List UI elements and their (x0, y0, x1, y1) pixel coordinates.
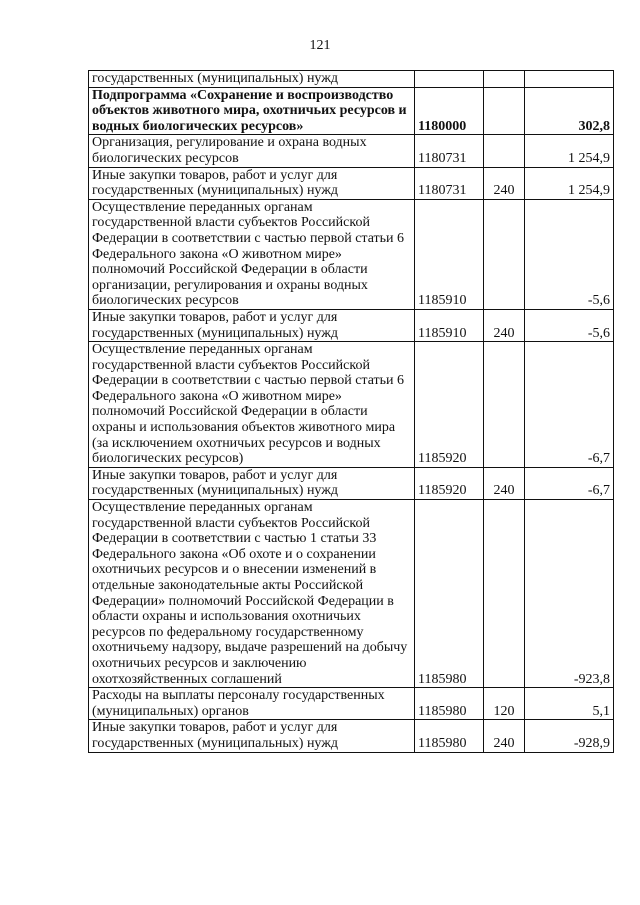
row-amount: -928,9 (525, 720, 614, 752)
row-target-code: 1185980 (415, 720, 484, 752)
row-target-code: 1185910 (415, 199, 484, 309)
row-amount: -5,6 (525, 199, 614, 309)
row-amount: -6,7 (525, 342, 614, 468)
row-expense-type (484, 199, 525, 309)
row-name: Иные закупки товаров, работ и услуг для государственных (муниципальных) нужд (89, 720, 415, 752)
row-name: Подпрограмма «Сохранение и воспроизводство объектов животного мира, охотничьих ресурсов и водных биологических ресурсов» (89, 87, 415, 135)
row-expense-type: 240 (484, 309, 525, 341)
row-target-code: 1185910 (415, 309, 484, 341)
row-target-code: 1180731 (415, 135, 484, 167)
row-name: Организация, регулирование и охрана водных биологических ресурсов (89, 135, 415, 167)
row-target-code: 1180731 (415, 167, 484, 199)
budget-table (88, 70, 614, 753)
row-amount: 1 254,9 (525, 167, 614, 199)
table-row (89, 71, 614, 88)
row-amount: 1 254,9 (525, 135, 614, 167)
row-expense-type (484, 135, 525, 167)
row-name: Осуществление переданных органам государственной власти субъектов Российской Федерации в соответствии с частью 1 статьи 33 Федерального закона «Об охоте и о сохранении охотничьих ресурсов и о внесении изменений в отдельные законодательные акты Российской Федерации» полномочий Российской Федерации в области охраны и использования охотничьих ресурсов по федеральному государственному охотничьему надзору, выдаче разрешений на добычу охотничьих ресурсов и заключению охотхозяйственных соглашений (89, 500, 415, 688)
row-name: государственных (муниципальных) нужд (89, 71, 415, 88)
row-target-code (415, 71, 484, 88)
row-expense-type: 120 (484, 688, 525, 720)
row-amount: -923,8 (525, 500, 614, 688)
table-row-subprogram (89, 87, 614, 135)
table-row (89, 309, 614, 341)
page-number: 121 (309, 38, 331, 53)
table-row (89, 467, 614, 499)
row-target-code: 1185980 (415, 688, 484, 720)
row-expense-type: 240 (484, 167, 525, 199)
row-expense-type (484, 500, 525, 688)
row-expense-type (484, 342, 525, 468)
row-name: Иные закупки товаров, работ и услуг для государственных (муниципальных) нужд (89, 467, 415, 499)
table-row (89, 167, 614, 199)
row-name: Осуществление переданных органам государственной власти субъектов Российской Федерации в соответствии с частью первой статьи 6 Федерального закона «О животном мире» полномочий Российской Федерации в области организации, регулирования и охраны водных биологических ресурсов (89, 199, 415, 309)
row-amount (525, 71, 614, 88)
row-amount: 302,8 (525, 87, 614, 135)
table-row (89, 135, 614, 167)
row-expense-type (484, 87, 525, 135)
row-expense-type (484, 71, 525, 88)
row-target-code: 1185920 (415, 467, 484, 499)
row-target-code: 1185920 (415, 342, 484, 468)
table-row (89, 720, 614, 752)
row-amount: -5,6 (525, 309, 614, 341)
row-expense-type: 240 (484, 720, 525, 752)
table-row (89, 342, 614, 468)
table-row (89, 199, 614, 309)
table-row (89, 500, 614, 688)
row-target-code: 1180000 (415, 87, 484, 135)
row-name: Иные закупки товаров, работ и услуг для государственных (муниципальных) нужд (89, 309, 415, 341)
row-name: Осуществление переданных органам государственной власти субъектов Российской Федерации в соответствии с частью первой статьи 6 Федерального закона «О животном мире» полномочий Российской Федерации в области охраны и использования объектов животного мира (за исключением охотничьих ресурсов и водных биологических ресурсов) (89, 342, 415, 468)
row-target-code: 1185980 (415, 500, 484, 688)
row-name: Иные закупки товаров, работ и услуг для государственных (муниципальных) нужд (89, 167, 415, 199)
table-row (89, 688, 614, 720)
row-expense-type: 240 (484, 467, 525, 499)
row-amount: -6,7 (525, 467, 614, 499)
row-amount: 5,1 (525, 688, 614, 720)
row-name: Расходы на выплаты персоналу государственных (муниципальных) органов (89, 688, 415, 720)
